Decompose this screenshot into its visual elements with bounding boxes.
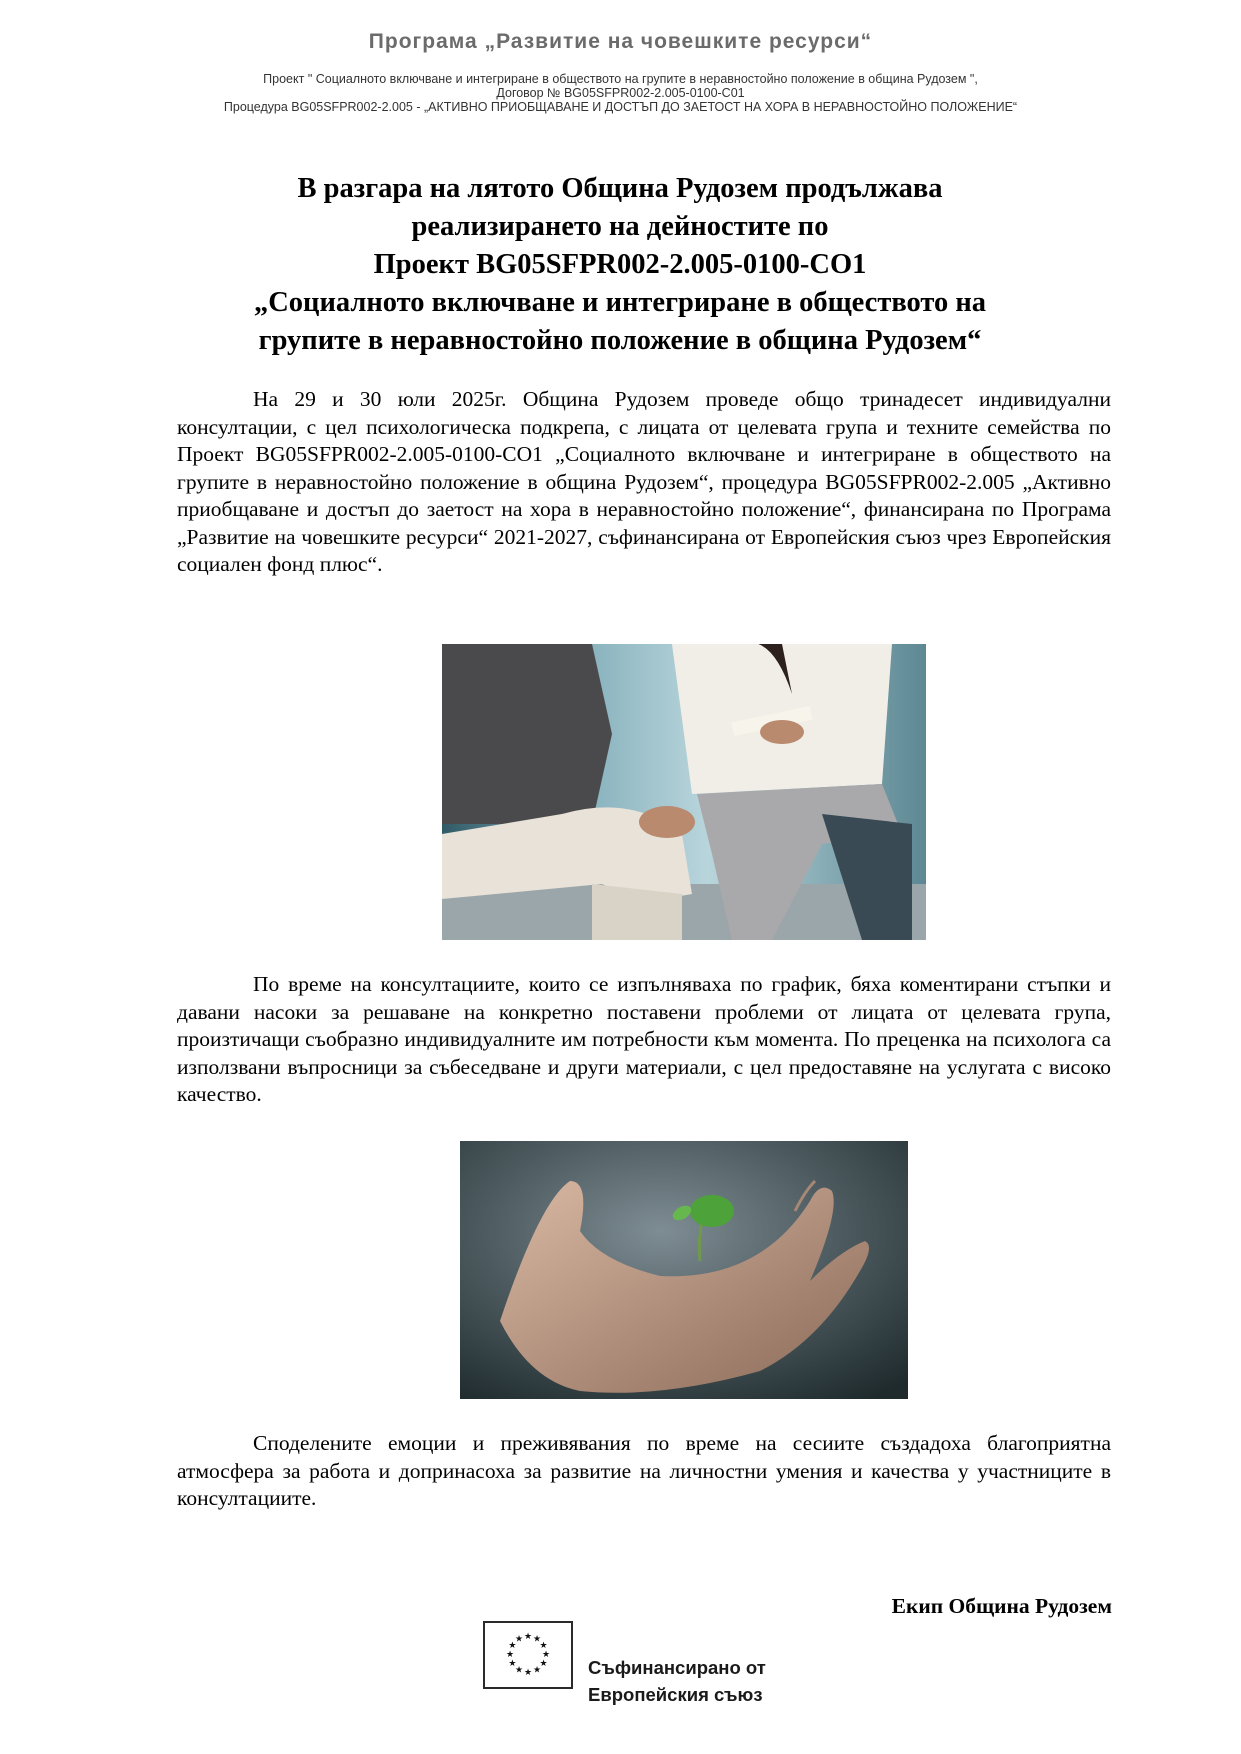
consultation-photo xyxy=(442,644,926,940)
page-title xyxy=(170,170,1070,360)
paragraph-conclusion xyxy=(177,1430,1111,1513)
eu-text-line: Съфинансирано от xyxy=(588,1657,766,1678)
paragraph-text: По време на консултациите, които се изпълняваха по график, бяха коментирани стъпки и давани насоки за решаване на конкретно поставени проблеми от лицата от целевата група, произтичащи съобразно индивидуалните им потребности към момента. По преценка на психолога са използвани въпросници за събеседване и други материали, с цел предоставяне на услугата с високо качество. xyxy=(177,972,1111,1106)
title-line: „Социалното включване и интегриране в обществото на xyxy=(253,287,987,318)
svg-text:★: ★ xyxy=(532,1665,542,1676)
svg-text:★: ★ xyxy=(514,1634,524,1645)
eu-flag-logo xyxy=(483,1621,573,1689)
paragraph-consultations xyxy=(177,971,1111,1109)
eu-cofunding-text xyxy=(588,1654,766,1708)
consultation-photo-image xyxy=(442,644,926,940)
title-line: В разгара на лятото Община Рудозем продължава xyxy=(297,173,943,204)
sprout-hand-image xyxy=(460,1141,908,1399)
title-line: групите в неравностойно положение в община Рудозем“ xyxy=(258,325,982,356)
eu-text-line: Европейския съюз xyxy=(588,1684,763,1705)
paragraph-text: На 29 и 30 юли 2025г. Община Рудозем проведе общо тринадесет индивидуални консултации, с цел психологическа подкрепа, с лицата от целевата група и техните семейства по Проект BG05SFPR002-2.005-0100-СО1 „Социалното включване и интегриране в обществото на групите в неравностойно положение в община Рудозем“, процедура BG05SFPR002-2.005 „Активно приобщаване и достъп до заетост на хора в неравностойно положение“, финансирана по Програма „Развитие на човешките ресурси“ 2021-2027, съфинансирана от Европейския съюз чрез Европейския социален фонд плюс“. xyxy=(177,387,1111,576)
svg-text:★: ★ xyxy=(505,1650,515,1660)
signature: Екип Община Рудозем xyxy=(891,1594,1112,1618)
sprout-hand-photo xyxy=(460,1141,908,1399)
svg-text:★: ★ xyxy=(532,1634,542,1645)
procedure-line: Процедура BG05SFPR002-2.005 - „АКТИВНО ПРИОБЩАВАНЕ И ДОСТЪП ДО ЗАЕТОСТ НА ХОРА В НЕРАВНОСТОЙНО ПОЛОЖЕНИЕ“ xyxy=(223,100,1018,114)
project-line: Проект " Социалното включване и интегриране в обществото на групите в неравностойно положение в община Рудозем ", xyxy=(263,72,978,86)
contract-line: Договор № BG05SFPR002-2.005-0100-C01 xyxy=(496,86,745,100)
paragraph-text: Споделените емоции и преживявания по време на сесиите създадоха благоприятна атмосфера за работа и допринасоха за развитие на личностни умения и качества у участниците в консултациите. xyxy=(177,1431,1111,1510)
paragraph-intro xyxy=(177,386,1111,579)
svg-text:★: ★ xyxy=(539,1659,548,1669)
svg-text:★: ★ xyxy=(539,1641,548,1651)
svg-text:★: ★ xyxy=(523,1632,533,1642)
svg-text:★: ★ xyxy=(508,1641,517,1651)
title-line: реализирането на дейностите по xyxy=(411,211,829,242)
svg-text:★: ★ xyxy=(508,1659,517,1669)
eu-stars-icon xyxy=(485,1623,571,1687)
title-line: Проект BG05SFPR002-2.005-0100-СО1 xyxy=(373,249,867,280)
svg-text:★: ★ xyxy=(541,1650,551,1660)
svg-text:★: ★ xyxy=(523,1668,533,1678)
program-header: Програма „Развитие на човешките ресурси“ xyxy=(368,30,873,53)
svg-text:★: ★ xyxy=(514,1665,524,1676)
